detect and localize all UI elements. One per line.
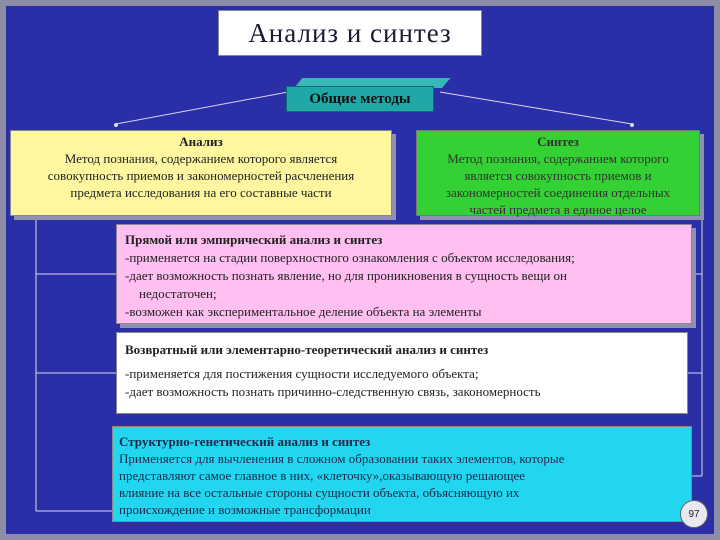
analysis-line: Метод познания, содержанием которого является	[64, 151, 338, 166]
reverse-heading: Возвратный или элементарно-теоретический анализ и синтез	[125, 342, 489, 357]
analysis-box	[10, 130, 392, 216]
direct-line: -возможен как экспериментальное деление объекта на элементы	[125, 304, 482, 319]
direct-analysis-box	[116, 224, 692, 324]
direct-line: -применяется на стадии поверхностного ознакомления с объектом исследования;	[125, 250, 575, 265]
synthesis-box	[416, 130, 700, 216]
reverse-line: -применяется для постижения сущности исследуемого объекта;	[125, 366, 479, 381]
structural-line: происхождение и возможные трансформации	[119, 502, 371, 517]
reverse-line: -дает возможность познать причинно-следственную связь, закономерность	[125, 384, 541, 399]
page-number-badge: 97	[680, 500, 708, 528]
structural-line: влияние на все остальные стороны сущности объекта, объясняющую их	[119, 485, 520, 500]
general-methods-block	[286, 78, 442, 112]
synthesis-heading: Синтез	[537, 134, 579, 149]
synthesis-line: частей предмета в единое целое	[469, 202, 647, 217]
structural-line: представляют самое главное в них, «клеточку»,оказывающую решающее	[119, 468, 526, 483]
slide-title: Анализ и синтез	[248, 17, 452, 48]
analysis-line: совокупность приемов и закономерностей расчленения	[47, 168, 355, 183]
direct-line: недостаточен;	[139, 286, 217, 301]
structural-analysis-box	[112, 426, 692, 522]
direct-line: -дает возможность познать явление, но для проникновения в сущность вещи он	[125, 268, 568, 283]
general-methods-label: Общие методы	[286, 86, 434, 112]
direct-heading: Прямой или эмпирический анализ и синтез	[125, 232, 383, 247]
reverse-analysis-box	[116, 332, 688, 414]
analysis-heading: Анализ	[179, 134, 223, 149]
title-box	[218, 10, 482, 56]
synthesis-line: является совокупность приемов и	[464, 168, 652, 183]
structural-line: Применяется для вычленения в сложном образовании таких элементов, которые	[119, 451, 565, 466]
synthesis-line: Метод познания, содержанием которого	[447, 151, 669, 166]
analysis-line: предмета исследования на его составные части	[70, 185, 332, 200]
structural-heading: Структурно-генетический анализ и синтез	[119, 434, 371, 449]
synthesis-line: закономерностей соединения отдельных	[445, 185, 671, 200]
